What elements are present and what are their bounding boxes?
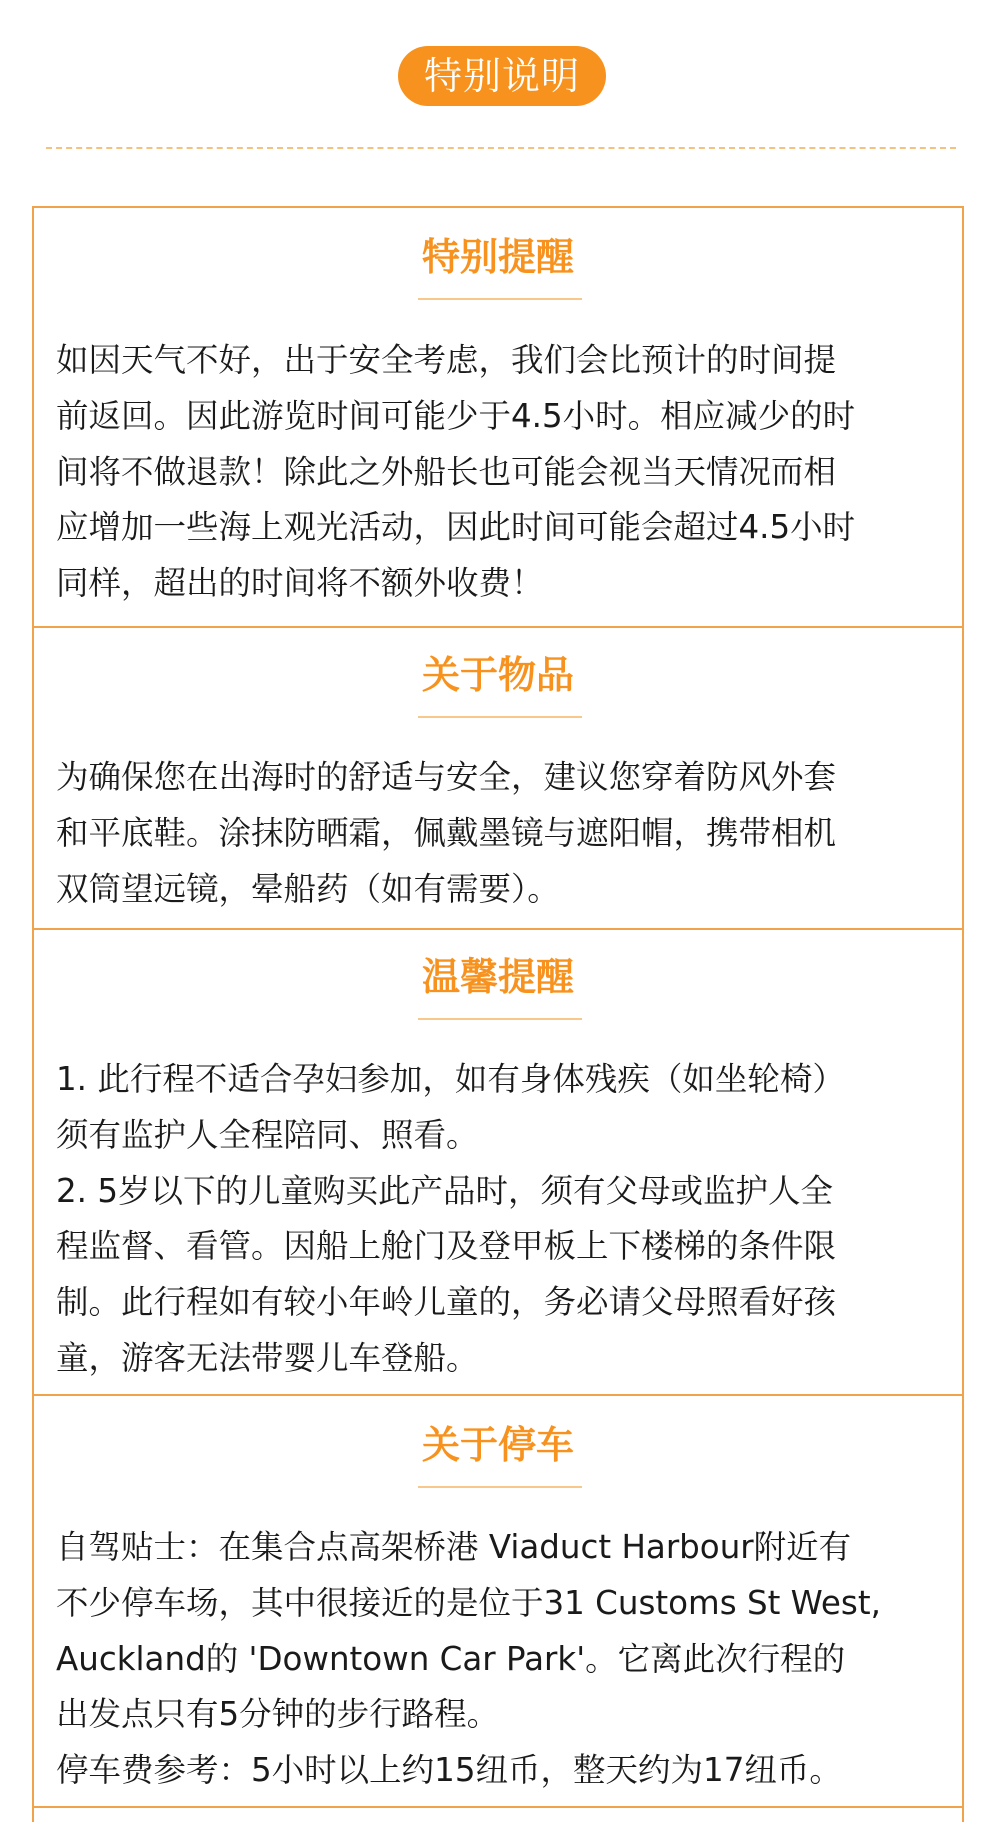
section-warm-reminder [34, 928, 962, 1394]
section-title: 关于物品 [421, 653, 574, 697]
section-body [56, 750, 956, 917]
body-line: Auckland的 'Downtown Car Park'。它离此次行程的 [56, 1639, 846, 1678]
body-line: 间将不做退款！除此之外船长也可能会视当天情况而相 [56, 452, 837, 491]
body-line: 如因天气不好，出于安全考虑，我们会比预计的时间提 [56, 341, 837, 379]
body-line: 自驾贴士：在集合点高架桥港 Viaduct Harbour附近有 [56, 1528, 852, 1566]
body-line: 应增加一些海上观光活动，因此时间可能会超过4.5小时 [56, 508, 856, 547]
section-about-items [34, 626, 962, 928]
section-body [56, 1520, 956, 1799]
title-underline [418, 1018, 582, 1020]
body-line: 童，游客无法带婴儿车登船。 [56, 1338, 479, 1377]
body-line: 前返回。因此游览时间可能少于4.5小时。相应减少的时 [56, 396, 856, 435]
section-body [56, 1052, 956, 1387]
body-line: 须有监护人全程陪同、照看。 [56, 1115, 479, 1154]
title-underline [418, 1486, 582, 1488]
title-underline [418, 298, 582, 300]
dashed-divider [46, 147, 956, 149]
info-box [32, 206, 964, 1822]
section-title: 特别提醒 [421, 235, 574, 279]
body-line: 为确保您在出海时的舒适与安全，建议您穿着防风外套 [56, 758, 837, 796]
title-underline [418, 716, 582, 718]
body-line: 1. 此行程不适合孕妇参加，如有身体残疾（如坐轮椅） [56, 1060, 845, 1098]
section-about-parking [34, 1394, 962, 1814]
body-line: 出发点只有5分钟的步行路程。 [56, 1695, 500, 1734]
body-line: 双筒望远镜，晕船药（如有需要）。 [56, 869, 560, 908]
section-special-reminder [34, 208, 962, 626]
body-line: 2. 5岁以下的儿童购买此产品时，须有父母或监护人全 [56, 1171, 834, 1210]
body-line: 制。此行程如有较小年岭儿童的，务必请父母照看好孩 [56, 1283, 837, 1322]
body-line: 同样，超出的时间将不额外收费！ [56, 564, 544, 603]
section-divider [32, 1806, 964, 1808]
section-body [56, 333, 956, 612]
page-title-badge: 特别说明 [398, 46, 606, 106]
body-line: 停车费参考：5小时以上约15纽币，整天约为17纽币。 [56, 1751, 842, 1790]
page-header [0, 0, 1000, 160]
body-line: 不少停车场，其中很接近的是位于31 Customs St West, [56, 1583, 881, 1622]
section-title: 温馨提醒 [421, 955, 574, 999]
body-line: 程监督、看管。因船上舱门及登甲板上下楼梯的条件限 [56, 1227, 837, 1266]
body-line: 和平底鞋。涂抹防晒霜，佩戴墨镜与遮阳帽，携带相机 [56, 813, 837, 852]
section-title: 关于停车 [421, 1423, 574, 1467]
